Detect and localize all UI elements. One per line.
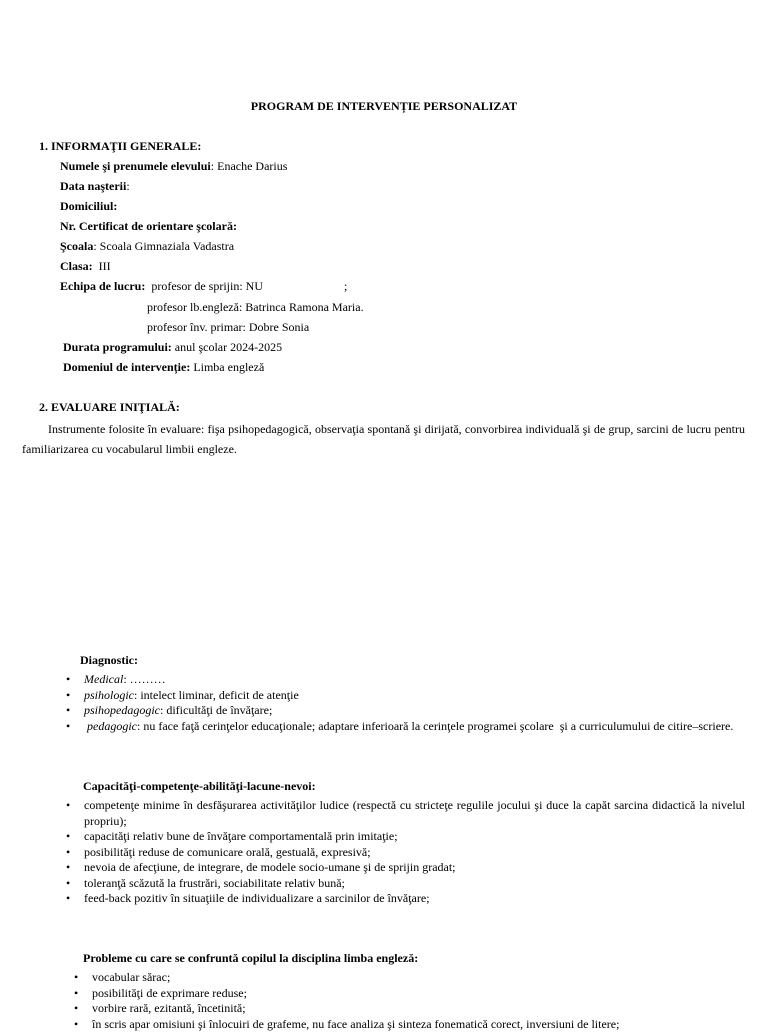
info-label: Durata programului: — [63, 340, 172, 354]
evaluation-paragraph: Instrumente folosite în evaluare: fişa psihopedagogică, observaţia spontană şi dirijată, convorbirea individuală şi de grup, sarcini de lucru pentru familiarizarea cu vocabularul limbii engleze. — [22, 419, 745, 459]
info-label: Echipa de lucru: — [60, 279, 145, 293]
list-item — [66, 672, 756, 688]
info-label: Domeniul de intervenție: — [63, 360, 190, 374]
list-item: • posibilităţi reduse de comunicare orală, gestuală, expresivă; — [66, 845, 745, 861]
team-member-primary: profesor înv. primar: Dobre Sonia — [147, 320, 309, 334]
info-value: profesor de sprijin: NU ; — [145, 279, 347, 293]
list-item: • în scris apar omisiuni şi înlocuiri de grafeme, nu face analiza şi sinteza fonematică corect, inversiuni de litere; — [74, 1017, 754, 1032]
diagnostic-text: : dificultăţi de învăţare; — [160, 703, 272, 717]
diagnostic-list — [66, 672, 756, 734]
list-item — [66, 703, 756, 719]
info-label: Şcoala — [60, 239, 93, 253]
info-row-domain — [63, 360, 264, 374]
info-label: Nr. Certificat de orientare şcolară: — [60, 219, 237, 233]
page-title: PROGRAM DE INTERVENȚIE PERSONALIZAT — [0, 99, 768, 114]
diagnostic-label: psihopedagogic — [84, 703, 160, 717]
info-row-school — [60, 239, 234, 253]
list-item: • vocabular sărac; — [74, 970, 754, 986]
list-item: • feed-back pozitiv în situaţiile de individualizare a sarcinilor de învăţare; — [66, 891, 745, 907]
list-item: • posibilităţi de exprimare reduse; — [74, 986, 754, 1002]
section1-heading: 1. INFORMAŢII GENERALE: — [39, 139, 201, 153]
diagnostic-text: : nu face faţă cerinţelor educaţionale; adaptare inferioară la cerinţele programei şcolare şi a curriculumului de citire–scriere. — [137, 719, 733, 733]
diagnostic-text: : intelect liminar, deficit de atenţie — [134, 688, 299, 702]
list-item: • vorbire rară, ezitantă, încetinită; — [74, 1001, 754, 1017]
info-value: III — [93, 259, 111, 273]
info-label: Numele şi prenumele elevului — [60, 159, 211, 173]
diagnostic-label: psihologic — [84, 688, 134, 702]
capacities-heading: Capacităţi-competenţe-abilităţi-lacune-nevoi: — [83, 779, 316, 793]
team-member-english: profesor lb.engleză: Batrinca Ramona Maria. — [147, 300, 364, 314]
list-item: • toleranţă scăzută la frustrări, sociabilitate relativ bună; — [66, 876, 745, 892]
diagnostic-heading: Diagnostic: — [80, 653, 138, 667]
list-item: • nevoia de afecţiune, de integrare, de modele socio-umane şi de sprijin gradat; — [66, 860, 745, 876]
capacities-list — [66, 798, 745, 907]
problems-heading: Probleme cu care se confruntă copilul la disciplina limba engleză: — [83, 951, 418, 965]
list-item: • capacităţi relativ bune de învăţare comportamentală prin imitaţie; — [66, 829, 745, 845]
info-row-certificate — [60, 219, 237, 233]
info-label: Data naşterii — [60, 179, 126, 193]
diagnostic-label: pedagogic — [84, 719, 137, 733]
info-value: : Enache Darius — [211, 159, 288, 173]
problems-list — [74, 970, 754, 1032]
info-label: Clasa: — [60, 259, 93, 273]
info-value: : — [126, 179, 129, 193]
info-row-duration — [63, 340, 282, 354]
list-item — [66, 688, 756, 704]
list-item — [66, 719, 756, 735]
list-item: • competenţe minime în desfăşurarea activităţilor ludice (respectă cu stricteţe regulile jocului şi duce la capăt sarcina didactică la nivelul propriu); — [66, 798, 745, 829]
info-label: Domiciliul: — [60, 199, 117, 213]
info-row-address — [60, 199, 117, 213]
info-row-team — [60, 279, 347, 293]
info-row-class — [60, 259, 111, 273]
diagnostic-text: : ……… — [123, 672, 165, 686]
info-row-name — [60, 159, 287, 173]
diagnostic-label: Medical — [84, 672, 123, 686]
info-value: anul şcolar 2024-2025 — [172, 340, 282, 354]
info-row-birthdate — [60, 179, 130, 193]
info-value: : Scoala Gimnaziala Vadastra — [93, 239, 234, 253]
section2-heading: 2. EVALUARE INIŢIALĂ: — [39, 400, 180, 414]
info-value: Limba engleză — [190, 360, 264, 374]
